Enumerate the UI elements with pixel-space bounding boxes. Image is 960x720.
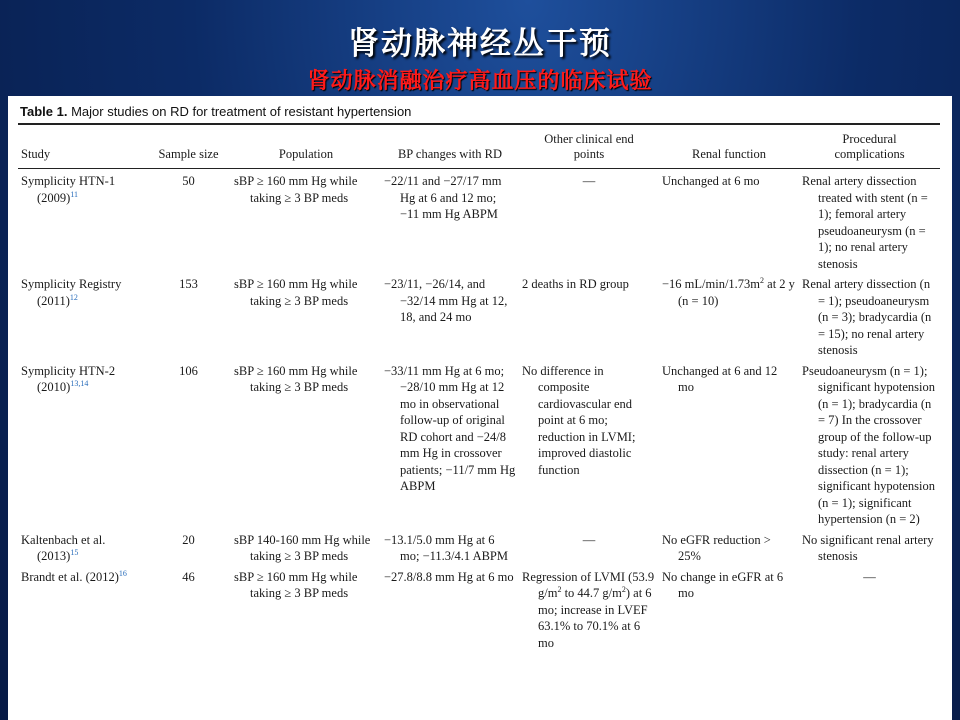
table-row [18, 528, 940, 565]
renal-superscript: 2 [760, 275, 765, 285]
cell-complications: Renal artery dissection treated with stent (n = 1); femoral artery pseudoaneurysm (n = 1); no renal artery stenosis [802, 174, 928, 271]
table-panel [8, 96, 952, 720]
other-superscript-1: 2 [557, 584, 562, 594]
cell-population: sBP ≥ 160 mm Hg while taking ≥ 3 BP meds [234, 277, 358, 308]
cell-sample: 46 [182, 569, 195, 584]
table-row [18, 169, 940, 273]
cell-study [18, 272, 146, 359]
header-study: Study [18, 130, 146, 169]
cell-bp: −23/11, −26/14, and −32/14 mm Hg at 12, 18, and 24 mo [384, 277, 508, 324]
cell-other: No difference in composite cardiovascular end point at 6 mo; reduction in LVMI; improved diastolic function [522, 363, 636, 477]
cell-complications: No significant renal artery stenosis [802, 532, 934, 563]
table-row [18, 565, 940, 652]
cell-complications: Pseudoaneurysm (n = 1); significant hypotension (n = 1); bradycardia (n = 7) In the crossover group of the follow-up study: renal artery dissection (n = 1); significant hypotension (n = 1); significant hypertension (n = 2) [802, 363, 935, 526]
other-text-c: ) at 6 mo; increase in LVEF 63.1% to 70.1% at 6 mo [538, 586, 652, 650]
other-text-a: Regression of LVMI (53.9 g/m [522, 569, 655, 600]
cell-renal: Unchanged at 6 and 12 mo [662, 363, 778, 394]
citation-ref[interactable]: 15 [70, 547, 79, 557]
cell-other: — [582, 532, 596, 547]
cell-bp: −13.1/5.0 mm Hg at 6 mo; −11.3/4.1 ABPM [384, 532, 508, 563]
table-row [18, 359, 940, 528]
citation-ref[interactable]: 16 [118, 568, 127, 578]
cell-renal: No change in eGFR at 6 mo [662, 569, 784, 600]
citation-ref[interactable]: 11 [70, 189, 79, 199]
cell-sample: 153 [179, 277, 198, 291]
header-population: Population [231, 130, 381, 169]
cell-study [18, 169, 146, 273]
cell-complications: Renal artery dissection (n = 1); pseudoaneurysm (n = 3); bradycardia (n = 15); no renal artery stenosis [802, 277, 932, 357]
cell-sample: 106 [179, 363, 198, 378]
cell-complications: — [863, 569, 876, 584]
other-superscript-2: 2 [621, 584, 626, 594]
cell-population: sBP ≥ 160 mm Hg while taking ≥ 3 BP meds [234, 363, 358, 394]
header-bp-changes: BP changes with RD [381, 130, 519, 169]
cell-bp: −27.8/8.8 mm Hg at 6 mo [384, 569, 514, 584]
study-name: Kaltenbach et al. (2013) [21, 532, 106, 563]
citation-ref[interactable]: 13,14 [70, 378, 89, 388]
cell-study [18, 565, 146, 652]
cell-population: sBP ≥ 160 mm Hg while taking ≥ 3 BP meds [234, 174, 358, 205]
cell-sample: 50 [182, 174, 195, 188]
cell-study [18, 528, 146, 565]
table-caption [20, 104, 411, 119]
renal-text: −16 mL/min/1.73m [662, 277, 761, 291]
renal-text-tail: at 2 y (n = 10) [678, 277, 795, 308]
cell-bp: −22/11 and −27/17 mm Hg at 6 and 12 mo; −11 mm Hg ABPM [384, 174, 502, 221]
cell-other: 2 deaths in RD group [522, 277, 629, 291]
table-top-rule [18, 123, 940, 125]
cell-bp: −33/11 mm Hg at 6 mo; −28/10 mm Hg at 12 mo in observational follow-up of original RD cohort and −24/8 mm Hg in crossover patients; −11/7 mm Hg ABPM [384, 363, 516, 493]
table-row [18, 272, 940, 359]
table-header-row [18, 130, 940, 169]
header-renal-function: Renal function [659, 130, 799, 169]
cell-sample: 20 [182, 532, 195, 547]
slide-subtitle: 肾动脉消融治疗高血压的临床试验 [307, 69, 653, 94]
citation-ref[interactable]: 12 [69, 292, 78, 302]
cell-other: — [582, 174, 596, 188]
other-text-b: to 44.7 g/m [561, 586, 622, 600]
study-name: Symplicity HTN-1 (2009) [21, 174, 116, 205]
study-name: Symplicity Registry (2011) [21, 277, 122, 308]
cell-other [519, 565, 659, 652]
header-sample-size: Sample size [146, 130, 231, 169]
header-procedural-complications: Procedural complications [799, 130, 940, 169]
cell-renal [659, 272, 799, 359]
study-name: Brandt et al. (2012) [21, 569, 119, 584]
cell-renal: Unchanged at 6 mo [662, 174, 760, 188]
table-caption-label: Table 1. [20, 104, 68, 119]
header-other-end-points: Other clinical end points [519, 130, 659, 169]
cell-population: sBP ≥ 160 mm Hg while taking ≥ 3 BP meds [234, 569, 358, 600]
cell-population: sBP 140-160 mm Hg while taking ≥ 3 BP meds [234, 532, 371, 563]
table-area [18, 130, 940, 651]
study-name: Symplicity HTN-2 (2010) [21, 363, 116, 394]
cell-study [18, 359, 146, 528]
slide-title: 肾动脉神经丛干预 [348, 26, 612, 62]
cell-renal: No eGFR reduction > 25% [662, 532, 771, 563]
studies-table [18, 130, 940, 651]
table-caption-text: Major studies on RD for treatment of resistant hypertension [71, 104, 412, 119]
